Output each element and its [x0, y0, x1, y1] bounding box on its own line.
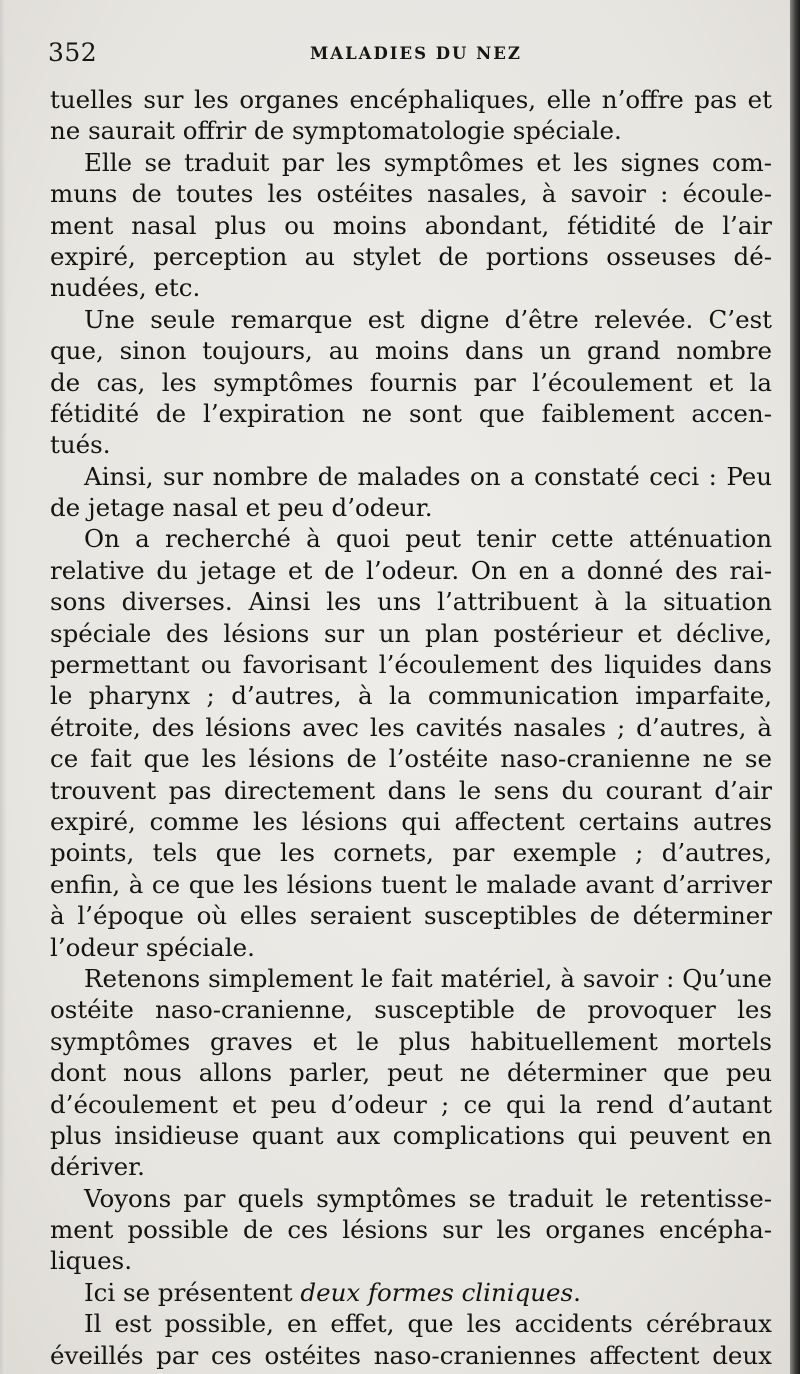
text-line: plus insidieuse quant aux complications qui peuvent en	[50, 1120, 772, 1150]
text-line: symptômes graves et le plus habituellement mortels	[50, 1026, 772, 1056]
text-line: que, sinon toujours, au moins dans un grand nombre	[50, 336, 772, 366]
text-line: Retenons simplement le fait matériel, à savoir : Qu’une	[84, 963, 772, 993]
text-line: d’écoulement et peu d’odeur ; ce qui la rend d’autant	[50, 1089, 772, 1119]
text-line: Une seule remarque est digne d’être relevée. C’est	[84, 304, 772, 334]
page-left-edge	[0, 0, 6, 1374]
text-line: Voyons par quels symptômes se traduit le retentisse-	[84, 1183, 772, 1213]
text-line: étroite, des lésions avec les cavités nasales ; d’autres, à	[50, 712, 772, 742]
text-line: de jetage nasal et peu d’odeur.	[50, 493, 433, 523]
text-line: points, tels que les cornets, par exemple ; d’autres,	[50, 838, 772, 868]
italic-phrase: deux formes cliniques	[300, 1277, 574, 1307]
text-line: ne saurait offrir de symptomatologie spéciale.	[50, 116, 622, 146]
text-line: ment nasal plus ou moins abondant, fétidité de l’air	[50, 210, 772, 240]
text-line: tués.	[50, 430, 111, 460]
text-line: trouvent pas directement dans le sens du courant d’air	[50, 775, 772, 805]
text-segment: .	[573, 1277, 581, 1307]
text-line: sons diverses. Ainsi les uns l’attribuent à la situation	[50, 587, 772, 617]
text-line: à l’époque où elles seraient susceptibles de déterminer	[50, 901, 772, 931]
text-line: tuelles sur les organes encéphaliques, elle n’offre pas et	[50, 85, 772, 114]
text-line: muns de toutes les ostéites nasales, à savoir : écoule-	[50, 179, 772, 209]
text-line: le pharynx ; d’autres, à la communication imparfaite,	[50, 681, 772, 711]
running-title: MALADIES DU NEZ	[310, 44, 522, 63]
text-line: Ainsi, sur nombre de malades on a constaté ceci : Peu	[84, 461, 772, 491]
text-line: ce fait que les lésions de l’ostéite naso-cranienne ne se	[50, 744, 772, 774]
text-line: On a recherché à quoi peut tenir cette atténuation	[84, 524, 772, 554]
text-line: ment possible de ces lésions sur les organes encépha-	[50, 1215, 772, 1245]
text-line: l’odeur spéciale.	[50, 932, 255, 962]
text-line-with-italic	[50, 1277, 772, 1308]
text-line: expiré, comme les lésions qui affectent certains autres	[50, 806, 772, 836]
text-line: permettant ou favorisant l’écoulement des liquides dans	[50, 650, 772, 680]
text-line: Elle se traduit par les symptômes et les signes com-	[84, 147, 772, 177]
text-line: enfin, à ce que les lésions tuent le malade avant d’arriver	[50, 869, 772, 899]
text-line: nudées, etc.	[50, 273, 201, 303]
text-line: spéciale des lésions sur un plan postérieur et déclive,	[50, 618, 772, 648]
text-line: relative du jetage et de l’odeur. On en a donné des rai-	[50, 555, 772, 585]
text-line: liques.	[50, 1246, 132, 1276]
text-segment: Ici se présentent	[84, 1277, 301, 1307]
text-line: Il est possible, en effet, que les accidents cérébraux	[84, 1309, 772, 1339]
text-line: dériver.	[50, 1152, 145, 1182]
text-line: éveillés par ces ostéites naso-craniennes affectent deux	[50, 1340, 772, 1370]
text-line: dont nous allons parler, peut ne déterminer que peu	[50, 1058, 772, 1088]
body-text	[50, 84, 772, 1371]
text-line: fétidité de l’expiration ne sont que faiblement accen-	[50, 398, 772, 428]
text-line: de cas, les symptômes fournis par l’écoulement et la	[50, 367, 772, 397]
page-right-edge-shadow	[790, 0, 800, 1374]
page-number: 352	[48, 38, 98, 67]
page-header	[48, 38, 768, 72]
text-line: expiré, perception au stylet de portions osseuses dé-	[50, 241, 772, 271]
text-line: ostéite naso-cranienne, susceptible de provoquer les	[50, 995, 772, 1025]
